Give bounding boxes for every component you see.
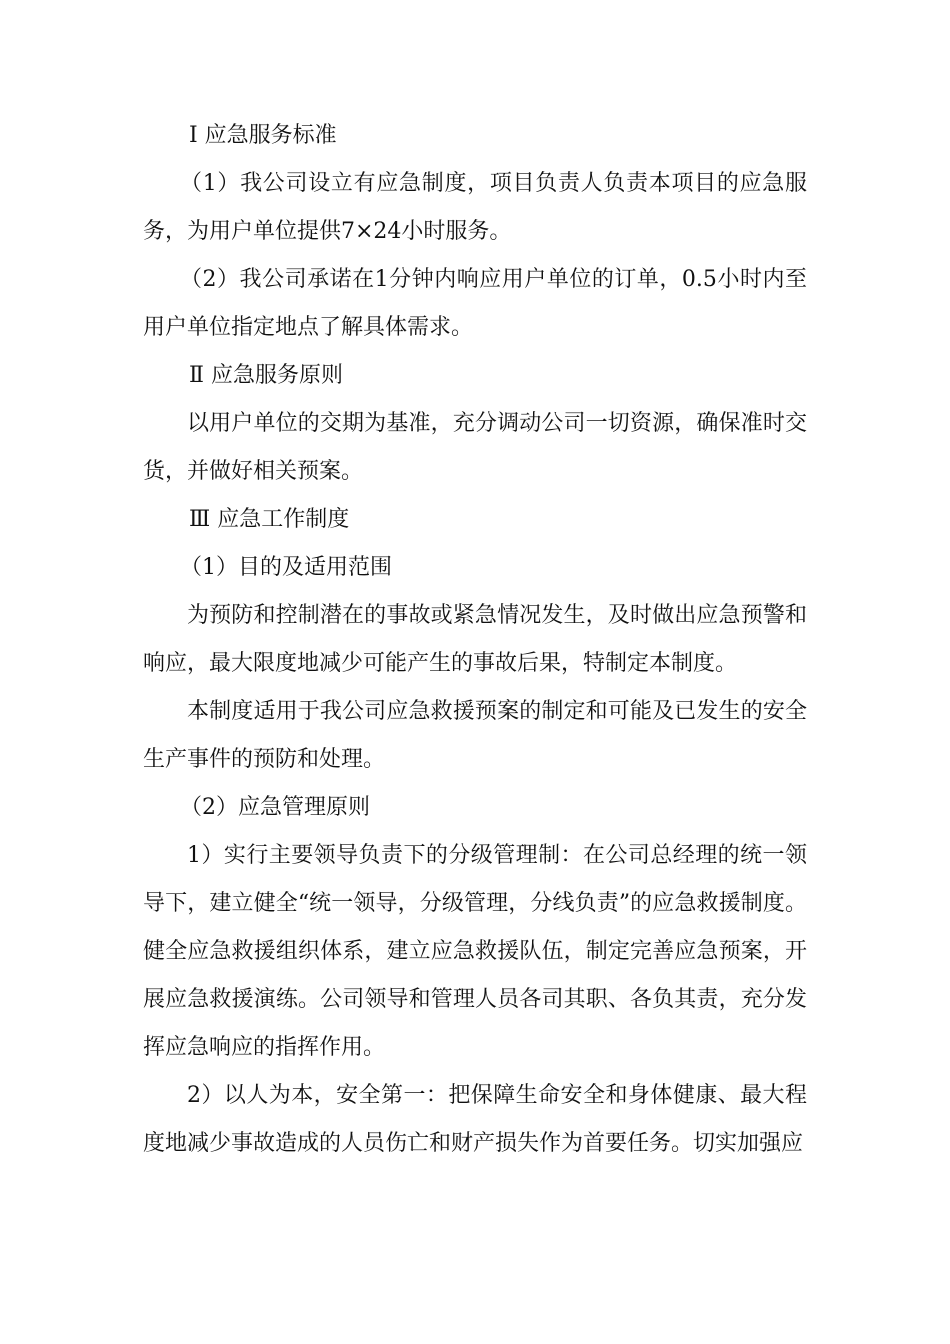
section-heading-emergency-service-principle: Ⅱ 应急服务原则	[189, 363, 343, 388]
section-heading-emergency-work-system: Ⅲ 应急工作制度	[189, 507, 350, 532]
paragraph-principle-2: 2）以人为本，安全第一：把保障生命安全和身体健康、最大程度地减少事故造成的人员伤亡和财产损失作为首要任务。切实加强应	[143, 1083, 807, 1156]
paragraph-24h-service: （1）我公司设立有应急制度，项目负责人负责本项目的应急服务，为用户单位提供7×24小时服务。	[143, 171, 807, 244]
paragraph-response-commitment: （2）我公司承诺在1分钟内响应用户单位的订单，0.5小时内至用户单位指定地点了解具体需求。	[143, 267, 807, 340]
subheading-purpose-scope: （1）目的及适用范围	[180, 555, 392, 580]
paragraph-principle-1: 1）实行主要领导负责下的分级管理制：在公司总经理的统一领导下，建立健全“统一领导，分级管理，分线负责”的应急救援制度。健全应急救援组织体系，建立应急救援队伍，制定完善应急预案，开展应急救援演练。公司领导和管理人员各司其职、各负其责，充分发挥应急响应的指挥作用。	[143, 843, 807, 1060]
section-heading-emergency-service-standard: Ⅰ 应急服务标准	[189, 123, 337, 148]
paragraph-scope: 本制度适用于我公司应急救援预案的制定和可能及已发生的安全生产事件的预防和处理。	[143, 699, 807, 772]
subheading-management-principles: （2）应急管理原则	[180, 795, 370, 820]
paragraph-delivery-principle: 以用户单位的交期为基准，充分调动公司一切资源，确保准时交货，并做好相关预案。	[143, 411, 807, 484]
document-body	[143, 112, 807, 1168]
paragraph-purpose: 为预防和控制潜在的事故或紧急情况发生，及时做出应急预警和响应，最大限度地减少可能产生的事故后果，特制定本制度。	[143, 603, 807, 676]
